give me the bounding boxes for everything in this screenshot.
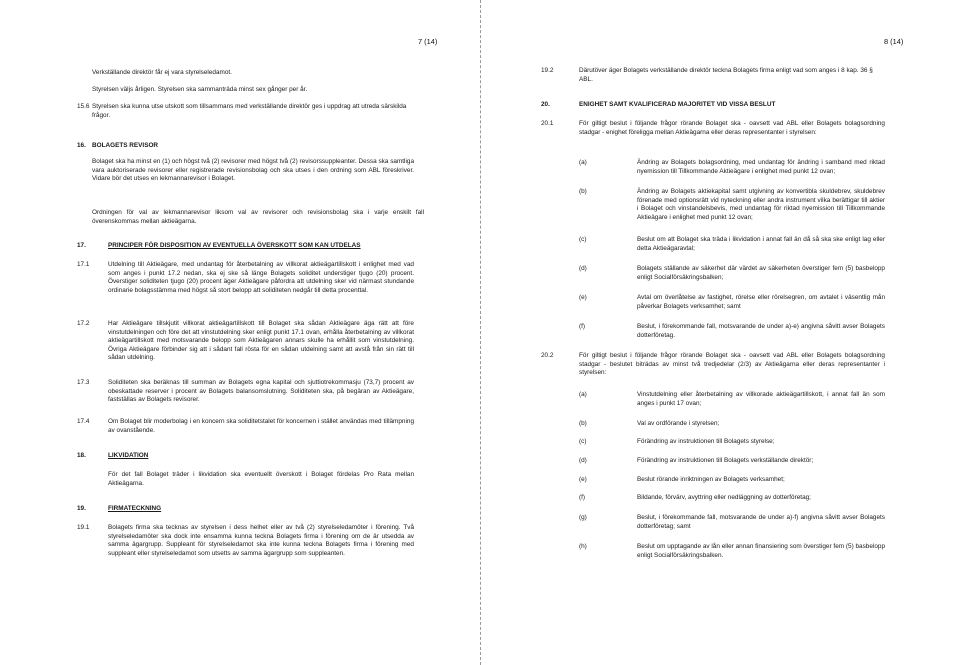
section-20-1-e-text: Avtal om överlåtelse av fastighet, rörelse eller rörelsegren, om avtalet i väsentlig mån påverkar Bolagets verksamhet; samt (637, 294, 885, 310)
page-number-right: 8 (14) (884, 37, 904, 46)
intro-line-2: Styrelsen väljs årligen. Styrelsen ska sammanträda minst sex gånger per år. (92, 86, 308, 93)
section-20-1-c-label: (c) (579, 236, 587, 243)
section-20-2-number: 20.2 (541, 352, 554, 359)
section-20-1-b-text: Ändring av Bolagets aktiekapital samt utgivning av konvertibla skuldebrev, skuldebrev förenade med optionsrätt vid nyteckning eller andra instrument vilka berättigar till aktier i Bolaget och vinstandelsbevis, med undantag för riktad nyemission till Tillkommande Aktieägare i enlighet med punkt 12 ovan; (637, 188, 885, 221)
section-20-2-h-label: (h) (579, 543, 587, 550)
section-20-2-c-label: (c) (579, 438, 587, 445)
section-20-1-a-text: Ändring av Bolagets bolagsordning, med undantag för ändring i samband med riktad nyemission till Tillkommande Aktieägare i enlighet med punkt 12 ovan; (637, 159, 885, 175)
section-20-2-b-text: Val av ordförande i styrelsen; (637, 420, 720, 427)
section-20-1-b-label: (b) (579, 188, 587, 195)
section-17-title: PRINCIPER FÖR DISPOSITION AV EVENTUELLA ÖVERSKOTT SOM KAN UTDELAS (108, 242, 361, 249)
section-16-paragraph-2: Ordningen för val av lekmannarevisor liksom val av revisorer och revisionsbolag ska i varje enskilt fall överenskommas mellan aktieägarna. (92, 209, 424, 225)
section-17-2-text: Har Aktieägare tillskjutit villkorat aktieägartillskott till Bolaget ska sådan Aktieägare äga rätt att före vinstutdelningen och före det att vinstutdelning sker enligt punkt 17.1 ovan, erhålla återbetalning av villkorat aktieägartillskott med motsvarande belopp som Aktieägaren annars skulle ha erhållit som vinstutdelning. Övriga Aktieägare förbinder sig att i sådant fall rösta för en sådan utdelning samt att avstå från sin rätt till sådan utdelning. (108, 320, 414, 362)
section-20-2-b-label: (b) (579, 420, 587, 427)
section-16-title: BOLAGETS REVISOR (92, 142, 159, 149)
section-20-title: ENIGHET SAMT KVALIFICERAD MAJORITET VID VISSA BESLUT (579, 101, 776, 108)
section-17-1-number: 17.1 (77, 261, 90, 268)
section-15-6-number: 15.6 (77, 103, 90, 110)
section-17-3-text: Soliditeten ska beräknas till summan av Bolagets egna kapital och sjuttiotrekommasju (73,7) procent av obeskattade reserver i procent av Bolagets balansomslutning. Soliditeten ska, på begäran av Aktieägare, fastställas av Bolagets revisorer. (108, 379, 414, 404)
section-17-4-number: 17.4 (77, 418, 90, 425)
section-20-2-h-text: Beslut om upptagande av lån eller annan finansiering som överstiger fem (5) basbelopp enligt Socialförsäkringsbalken. (637, 543, 885, 559)
section-20-2-e-text: Beslut rörande inriktningen av Bolagets verksamhet; (637, 476, 785, 483)
page-number-left: 7 (14) (418, 37, 438, 46)
section-20-1-text: För giltigt beslut i följande frågor rörande Bolaget ska - oavsett vad ABL eller Bolagets bolagsordning stadgar - enighet föreligga mellan Aktieägarna eller deras representanter i styrelsen: (579, 120, 885, 136)
intro-line-1: Verkställande direktör får ej vara styrelseledamot. (92, 69, 232, 76)
section-20-2-text: För giltigt beslut i följande frågor rörande Bolaget ska - oavsett vad ABL eller Bolagets bolagsordning stadgar - beslutet biträdas av minst två tredjedelar (2/3) av Aktieägarna eller deras representanter i styrelsen: (579, 352, 885, 377)
section-20-1-a-label: (a) (579, 159, 587, 166)
section-20-1-number: 20.1 (541, 120, 554, 127)
section-19-title: FIRMATECKNING (108, 505, 162, 512)
section-19-1-text: Bolagets firma ska tecknas av styrelsen i dess helhet eller av två (2) styrelseledamöter i förening. Två styrelseledamöter ska dock inte ensamma kunna teckna Bolagets firma i förening om de är utsedda av samma ägargrupp. Suppleant för styrelseledamot ska inte kunna teckna Bolagets firma i förening med suppleant eller styrelseledamot som utsetts av samma ägargrupp som suppleanten. (108, 524, 414, 557)
section-17-1-text: Utdelning till Aktieägare, med undantag för återbetalning av villkorat aktieägartillskott i enlighet med vad som anges i punkt 17.2 nedan, ska ej ske så länge Bolagets soliditet understiger tjugo (20) procent. Överstiger soliditeten tjugo (20) procent äger Aktieägare påfordra att utdelning sker vid närmast stundande ordinarie bolagsstämma med högst så stort belopp att soliditeten nedgår till detta procenttal. (108, 261, 414, 294)
section-20-2-d-label: (d) (579, 457, 587, 464)
section-20-2-f-label: (f) (579, 494, 586, 501)
section-17-4-text: Om Bolaget blir moderbolag i en koncern ska soliditetstalet för koncernen i stället användas med tillämpning av ovanstående. (108, 418, 414, 434)
section-17-3-number: 17.3 (77, 379, 90, 386)
section-18-title: LIKVIDATION (108, 452, 149, 459)
section-20-1-c-text: Beslut om att Bolaget ska träda i likvidation i annat fall än då så ska ske enligt lag eller detta Aktieägaravtal; (637, 236, 885, 252)
section-20-2-g-label: (g) (579, 514, 587, 521)
section-19-2-text: Därutöver äger Bolagets verkställande direktör teckna Bolagets firma enligt vad som anges i 8 kap. 36 § ABL. (579, 67, 873, 83)
section-20-1-f-label: (f) (579, 323, 586, 330)
section-19-number: 19. (77, 505, 86, 512)
section-16-paragraph-1: Bolaget ska ha minst en (1) och högst två (2) revisorer med högst två (2) revisorssuppleanter. Dessa ska samtliga vara auktoriserade revisorer eller registrerade revisionsbolag och ska utses i den ordning som ABL föreskriver. Vidare bör det utses en lekmannarevisor i Bolaget. (92, 158, 414, 183)
section-20-2-g-text: Beslut, i förekommande fall, motsvarande de under a)-f) angivna såvitt avser Bolagets dotterföretag; samt (637, 514, 885, 530)
section-18-text: För det fall Bolaget träder i likvidation ska eventuellt överskott i Bolaget fördelas Pro Rata mellan Aktieägarna. (108, 471, 414, 487)
section-16-number: 16. (77, 142, 86, 149)
section-17-2-number: 17.2 (77, 320, 90, 327)
section-20-2-a-text: Vinstutdelning eller återbetalning av villkorade aktieägartillskott, i annat fall än som anges i punkt 17 ovan; (637, 391, 885, 407)
section-20-2-c-text: Förändring av instruktionen till Bolagets styrelse; (637, 438, 775, 445)
section-20-2-a-label: (a) (579, 391, 587, 398)
section-20-1-e-label: (e) (579, 294, 587, 301)
section-20-1-d-text: Bolagets ställande av säkerhet där värdet av säkerheten överstiger fem (5) basbelopp enligt Socialförsäkringsbalken; (637, 265, 885, 281)
section-19-1-number: 19.1 (77, 524, 90, 531)
section-20-1-d-label: (d) (579, 265, 587, 272)
section-19-2-number: 19.2 (541, 67, 554, 74)
section-20-2-d-text: Förändring av instruktionen till Bolagets verkställande direktör; (637, 457, 814, 464)
section-15-6-text: Styrelsen ska kunna utse utskott som tillsammans med verkställande direktör ges i uppdrag att utreda särskilda frågor. (92, 103, 407, 119)
section-18-number: 18. (77, 452, 86, 459)
right-page (481, 0, 960, 665)
section-20-number: 20. (541, 101, 550, 108)
section-20-2-f-text: Bildande, förvärv, avyttring eller nedläggning av dotterföretag; (637, 494, 811, 501)
section-17-number: 17. (77, 242, 86, 249)
section-20-1-f-text: Beslut, i förekommande fall, motsvarande de under a)-e) angivna såvitt avser Bolagets dotterföretag. (637, 323, 885, 339)
section-20-2-e-label: (e) (579, 476, 587, 483)
